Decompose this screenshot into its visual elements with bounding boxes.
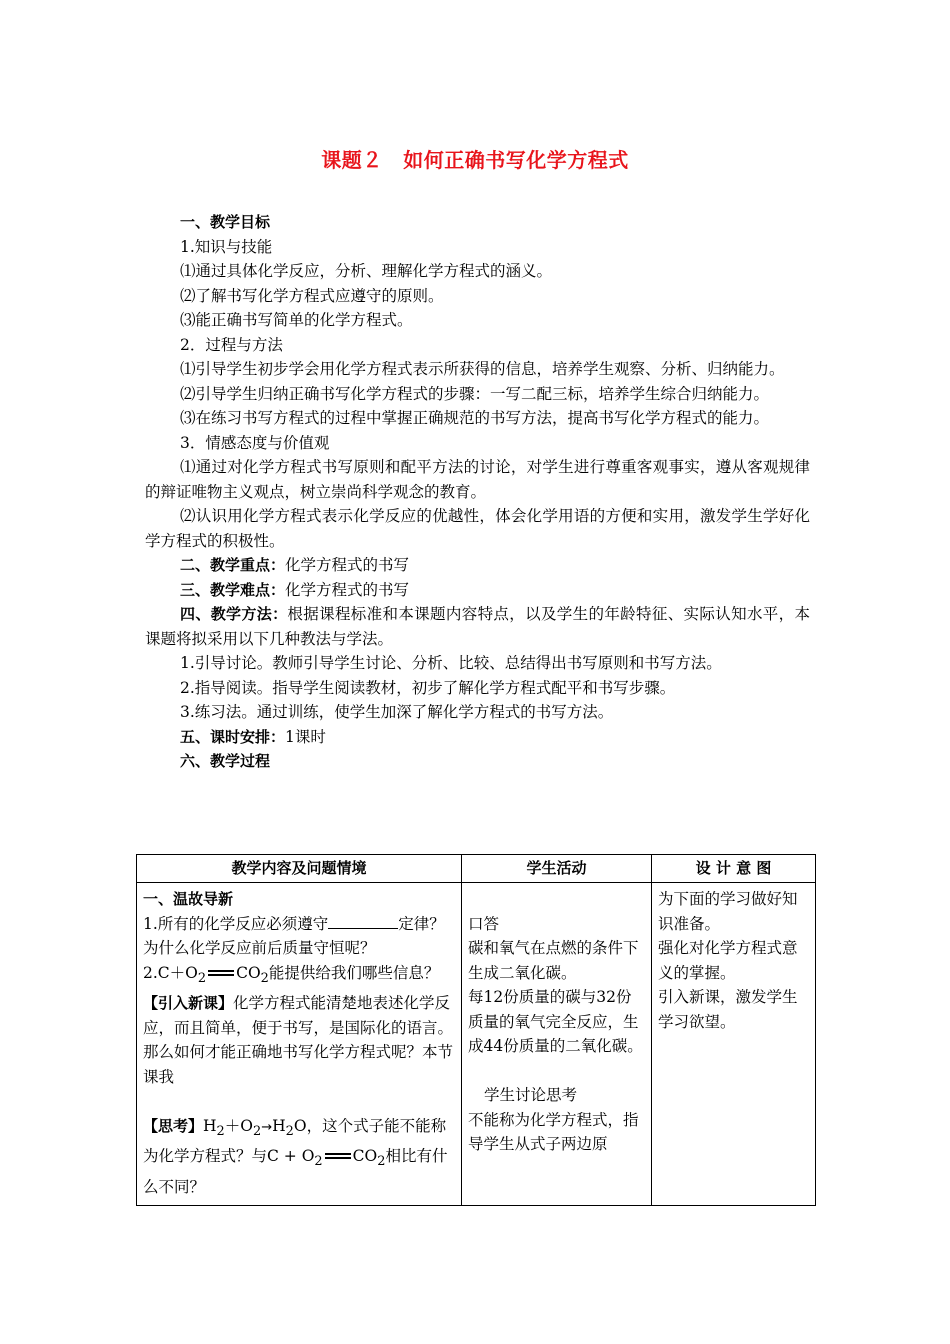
key-point-label: 二、教学重点：	[180, 556, 286, 574]
list-item: ⑶能正确书写简单的化学方程式。	[180, 311, 413, 329]
activity-text: 学生讨论思考	[484, 1086, 578, 1104]
arrow-icon: →	[261, 1119, 273, 1135]
subsection-title: 1.知识与技能	[180, 237, 273, 256]
list-item: ⑵引导学生归纳正确书写化学方程式的步骤：一写二配三标，培养学生综合归纳能力。	[180, 384, 770, 403]
equals-sign	[325, 1153, 351, 1159]
table-row	[137, 883, 816, 1206]
section-heading-objectives: 一、教学目标	[180, 213, 271, 231]
table-header: 学生活动	[462, 855, 652, 883]
schedule-text: 1课时	[285, 727, 326, 746]
activity-cell	[462, 883, 652, 1206]
intent-text: 强化对化学方程式意义的掌握。	[658, 939, 798, 982]
page-title: 课题２ 如何正确书写化学方程式	[321, 148, 629, 172]
question-2: $2.C+O_2$ $CO_2$能提供给我们哪些信息？	[143, 963, 440, 986]
intent-text: 为下面的学习做好知识准备。	[658, 890, 798, 933]
activity-text: 碳和氧气在点燃的条件下生成二氧化碳。	[468, 939, 639, 982]
key-point-text: 化学方程式的书写	[285, 556, 410, 574]
cell-heading: 一、温故导新	[143, 890, 234, 908]
intro-label: 【引入新课】	[143, 994, 234, 1013]
list-item: ⑴通过对化学方程式书写原则和配平方法的讨论，对学生进行尊重客观事实，遵从客观规律的辩证唯物主义观点，树立崇尚科学观念的教育。	[145, 458, 810, 501]
intent-text: 引入新课，激发学生学习欲望。	[658, 988, 798, 1031]
methods-text: 根据课程标准和本课题内容特点，以及学生的年龄特征、实际认知水平，本课题将拟采用以下几种教法与学法。	[145, 605, 810, 648]
list-item: ⑴引导学生初步学会用化学方程式表示所获得的信息，培养学生观察、分析、归纳能力。	[180, 360, 785, 378]
table-header-row	[137, 855, 816, 883]
intent-cell	[652, 883, 816, 1206]
list-item: ⑵认识用化学方程式表示化学反应的优越性，体会化学用语的方便和实用，激发学生学好化学方程式的积极性。	[145, 507, 810, 550]
activity-text: 不能称为化学方程式，指导学生从式子两边原	[468, 1110, 639, 1153]
difficulty-label: 三、教学难点：	[180, 580, 286, 599]
think: 【思考】$H_2+O_2\to H_2O$，这个式子能不能称为化学方程式？与$C + O_2$ $CO_2$相比有什么不同？	[143, 1116, 448, 1196]
intro: 【引入新课】化学方程式能清楚地表述化学反应，而且简单，便于书写，是国际化的语言。那么如何才能正确地书写化学方程式呢？本节课我	[143, 994, 454, 1086]
section-heading-process: 六、教学过程	[180, 752, 271, 770]
equals-sign	[208, 970, 234, 976]
process-table	[136, 854, 816, 1206]
list-item: 3.练习法。通过训练，使学生加深了解化学方程式的书写方法。	[180, 703, 614, 721]
list-item: 2.指导阅读。指导学生阅读教材，初步了解化学方程式配平和书写步骤。	[180, 678, 676, 697]
schedule-label: 五、课时安排：	[180, 727, 286, 746]
document-body	[145, 210, 810, 774]
list-item: ⑵了解书写化学方程式应遵守的原则。	[180, 286, 444, 305]
schedule	[145, 725, 810, 750]
think-label: 【思考】	[143, 1116, 204, 1135]
methods	[145, 602, 810, 651]
subsection-title: 3．情感态度与价值观	[180, 433, 330, 452]
subsection-title: 2．过程与方法	[180, 335, 283, 354]
activity-text: 口答	[468, 914, 500, 933]
fill-blank	[328, 912, 398, 929]
list-item: ⑶在练习书写方程式的过程中掌握正确规范的书写方法，提高书写化学方程式的能力。	[180, 409, 770, 427]
table-header: 教学内容及问题情境	[137, 855, 462, 883]
difficulty-text: 化学方程式的书写	[285, 580, 410, 599]
table-header: 设 计 意 图	[652, 855, 816, 883]
difficulty	[145, 578, 810, 603]
list-item: 1.引导讨论。教师引导学生讨论、分析、比较、总结得出书写原则和书写方法。	[180, 654, 722, 672]
activity-text: 每12份质量的碳与32份质量的氧气完全反应，生成44份质量的二氧化碳。	[468, 988, 643, 1055]
question-1: 1.所有的化学反应必须遵守 定律？为什么化学反应前后质量守恒呢？	[143, 912, 456, 961]
methods-label: 四、教学方法：	[180, 605, 288, 623]
list-item: ⑴通过具体化学反应，分析、理解化学方程式的涵义。	[180, 262, 553, 280]
content-cell	[137, 883, 462, 1206]
key-point	[145, 553, 810, 578]
